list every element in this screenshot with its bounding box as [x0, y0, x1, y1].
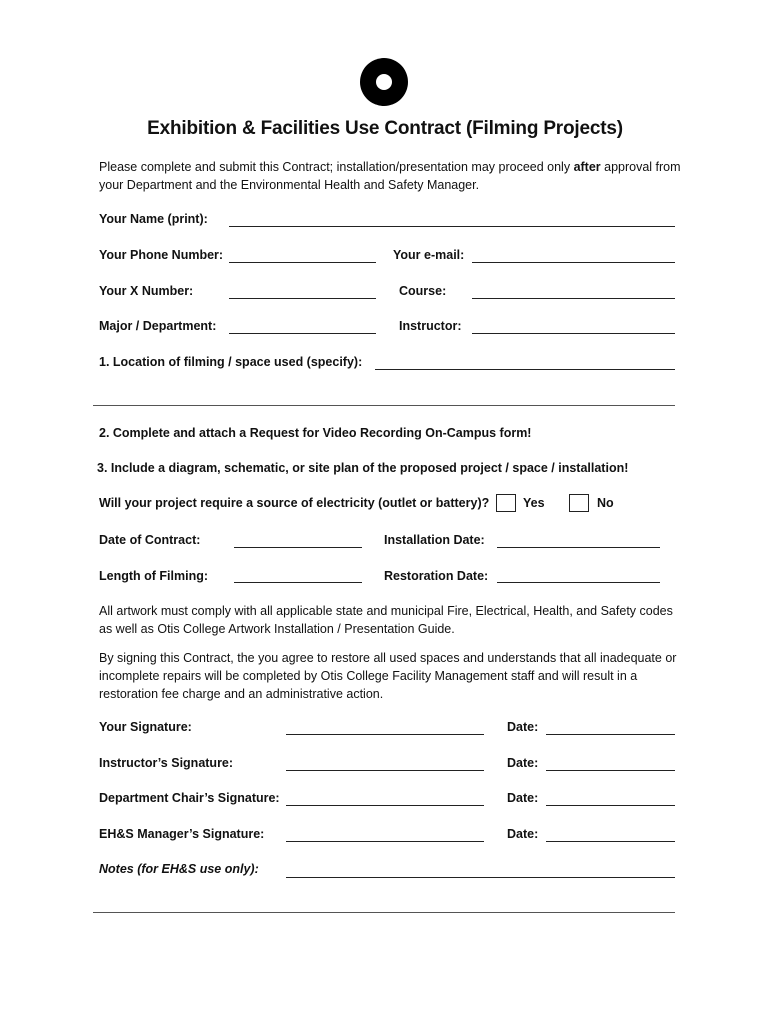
agreement-paragraph: By signing this Contract, the you agree to restore all used spaces and understands that all inadequate or incomplete repairs will be completed by Otis College Facility Management staff and will result in a restoration fee charge and an administrative action.: [99, 651, 677, 701]
your-signature-field[interactable]: [286, 734, 484, 735]
chair-signature-date-field[interactable]: [546, 805, 675, 806]
date-of-contract-label: Date of Contract:: [99, 533, 201, 547]
section-divider-bottom: [93, 912, 675, 913]
your-signature-label: Your Signature:: [99, 720, 192, 734]
length-of-filming-field[interactable]: [234, 582, 362, 583]
length-of-filming-label: Length of Filming:: [99, 569, 209, 583]
item-1-location: 1. Location of filming / space used (specify):: [99, 355, 363, 369]
restoration-date-field[interactable]: [497, 582, 660, 583]
intro-text-1: Please complete and submit this Contract; installation/presentation may proceed only: [99, 160, 574, 174]
electricity-question: Will your project require a source of electricity (outlet or battery)?: [99, 496, 490, 510]
electricity-no-checkbox[interactable]: [569, 494, 589, 512]
notes-field[interactable]: [286, 877, 675, 878]
instructor-signature-field[interactable]: [286, 770, 484, 771]
location-field[interactable]: [375, 369, 675, 370]
course-label: Course:: [399, 284, 447, 298]
course-field[interactable]: [472, 298, 675, 299]
your-signature-date-label: Date:: [507, 720, 539, 734]
notes-label: Notes (for EH&S use only):: [99, 862, 259, 876]
electricity-yes-checkbox[interactable]: [496, 494, 516, 512]
instructor-signature-label: Instructor’s Signature:: [99, 756, 234, 770]
installation-date-field[interactable]: [497, 547, 660, 548]
restoration-date-label: Restoration Date:: [384, 569, 489, 583]
your-signature-date-field[interactable]: [546, 734, 675, 735]
chair-signature-field[interactable]: [286, 805, 484, 806]
intro-bold-after: after: [573, 160, 601, 174]
ehs-signature-field[interactable]: [286, 841, 484, 842]
email-field[interactable]: [472, 262, 675, 263]
circle-logo-icon: [360, 58, 408, 106]
date-of-contract-field[interactable]: [234, 547, 362, 548]
instructor-label: Instructor:: [399, 319, 462, 333]
compliance-paragraph: All artwork must comply with all applicable state and municipal Fire, Electrical, Health, and Safety codes as well as Otis College Artwork Installation / Presentation Guide.: [99, 604, 673, 636]
chair-signature-label: Department Chair’s Signature:: [99, 791, 280, 805]
installation-date-label: Installation Date:: [384, 533, 485, 547]
ehs-signature-date-field[interactable]: [546, 841, 675, 842]
logo-hole: [376, 74, 392, 90]
major-label: Major / Department:: [99, 319, 217, 333]
phone-label: Your Phone Number:: [99, 248, 224, 262]
intro-paragraph: [99, 158, 684, 194]
xnumber-label: Your X Number:: [99, 284, 194, 298]
ehs-signature-date-label: Date:: [507, 827, 539, 841]
instructor-field[interactable]: [472, 333, 675, 334]
intro-text-2: approval from your Department and the Environmental Health and Safety Manager.: [99, 160, 681, 192]
instructor-signature-date-field[interactable]: [546, 770, 675, 771]
electricity-no-label: No: [597, 496, 614, 510]
page-title: Exhibition & Facilities Use Contract (Filming Projects): [147, 118, 623, 139]
item-3-diagram: 3. Include a diagram, schematic, or site plan of the proposed project / space / installation!: [97, 461, 629, 475]
item-2-request-form: 2. Complete and attach a Request for Video Recording On-Campus form!: [99, 426, 532, 440]
section-divider-top: [93, 405, 675, 406]
name-label: Your Name (print):: [99, 212, 208, 226]
electricity-yes-label: Yes: [523, 496, 545, 510]
xnumber-field[interactable]: [229, 298, 376, 299]
name-field[interactable]: [229, 226, 675, 227]
chair-signature-date-label: Date:: [507, 791, 539, 805]
major-field[interactable]: [229, 333, 376, 334]
phone-field[interactable]: [229, 262, 376, 263]
ehs-signature-label: EH&S Manager’s Signature:: [99, 827, 265, 841]
email-label: Your e-mail:: [393, 248, 465, 262]
instructor-signature-date-label: Date:: [507, 756, 539, 770]
